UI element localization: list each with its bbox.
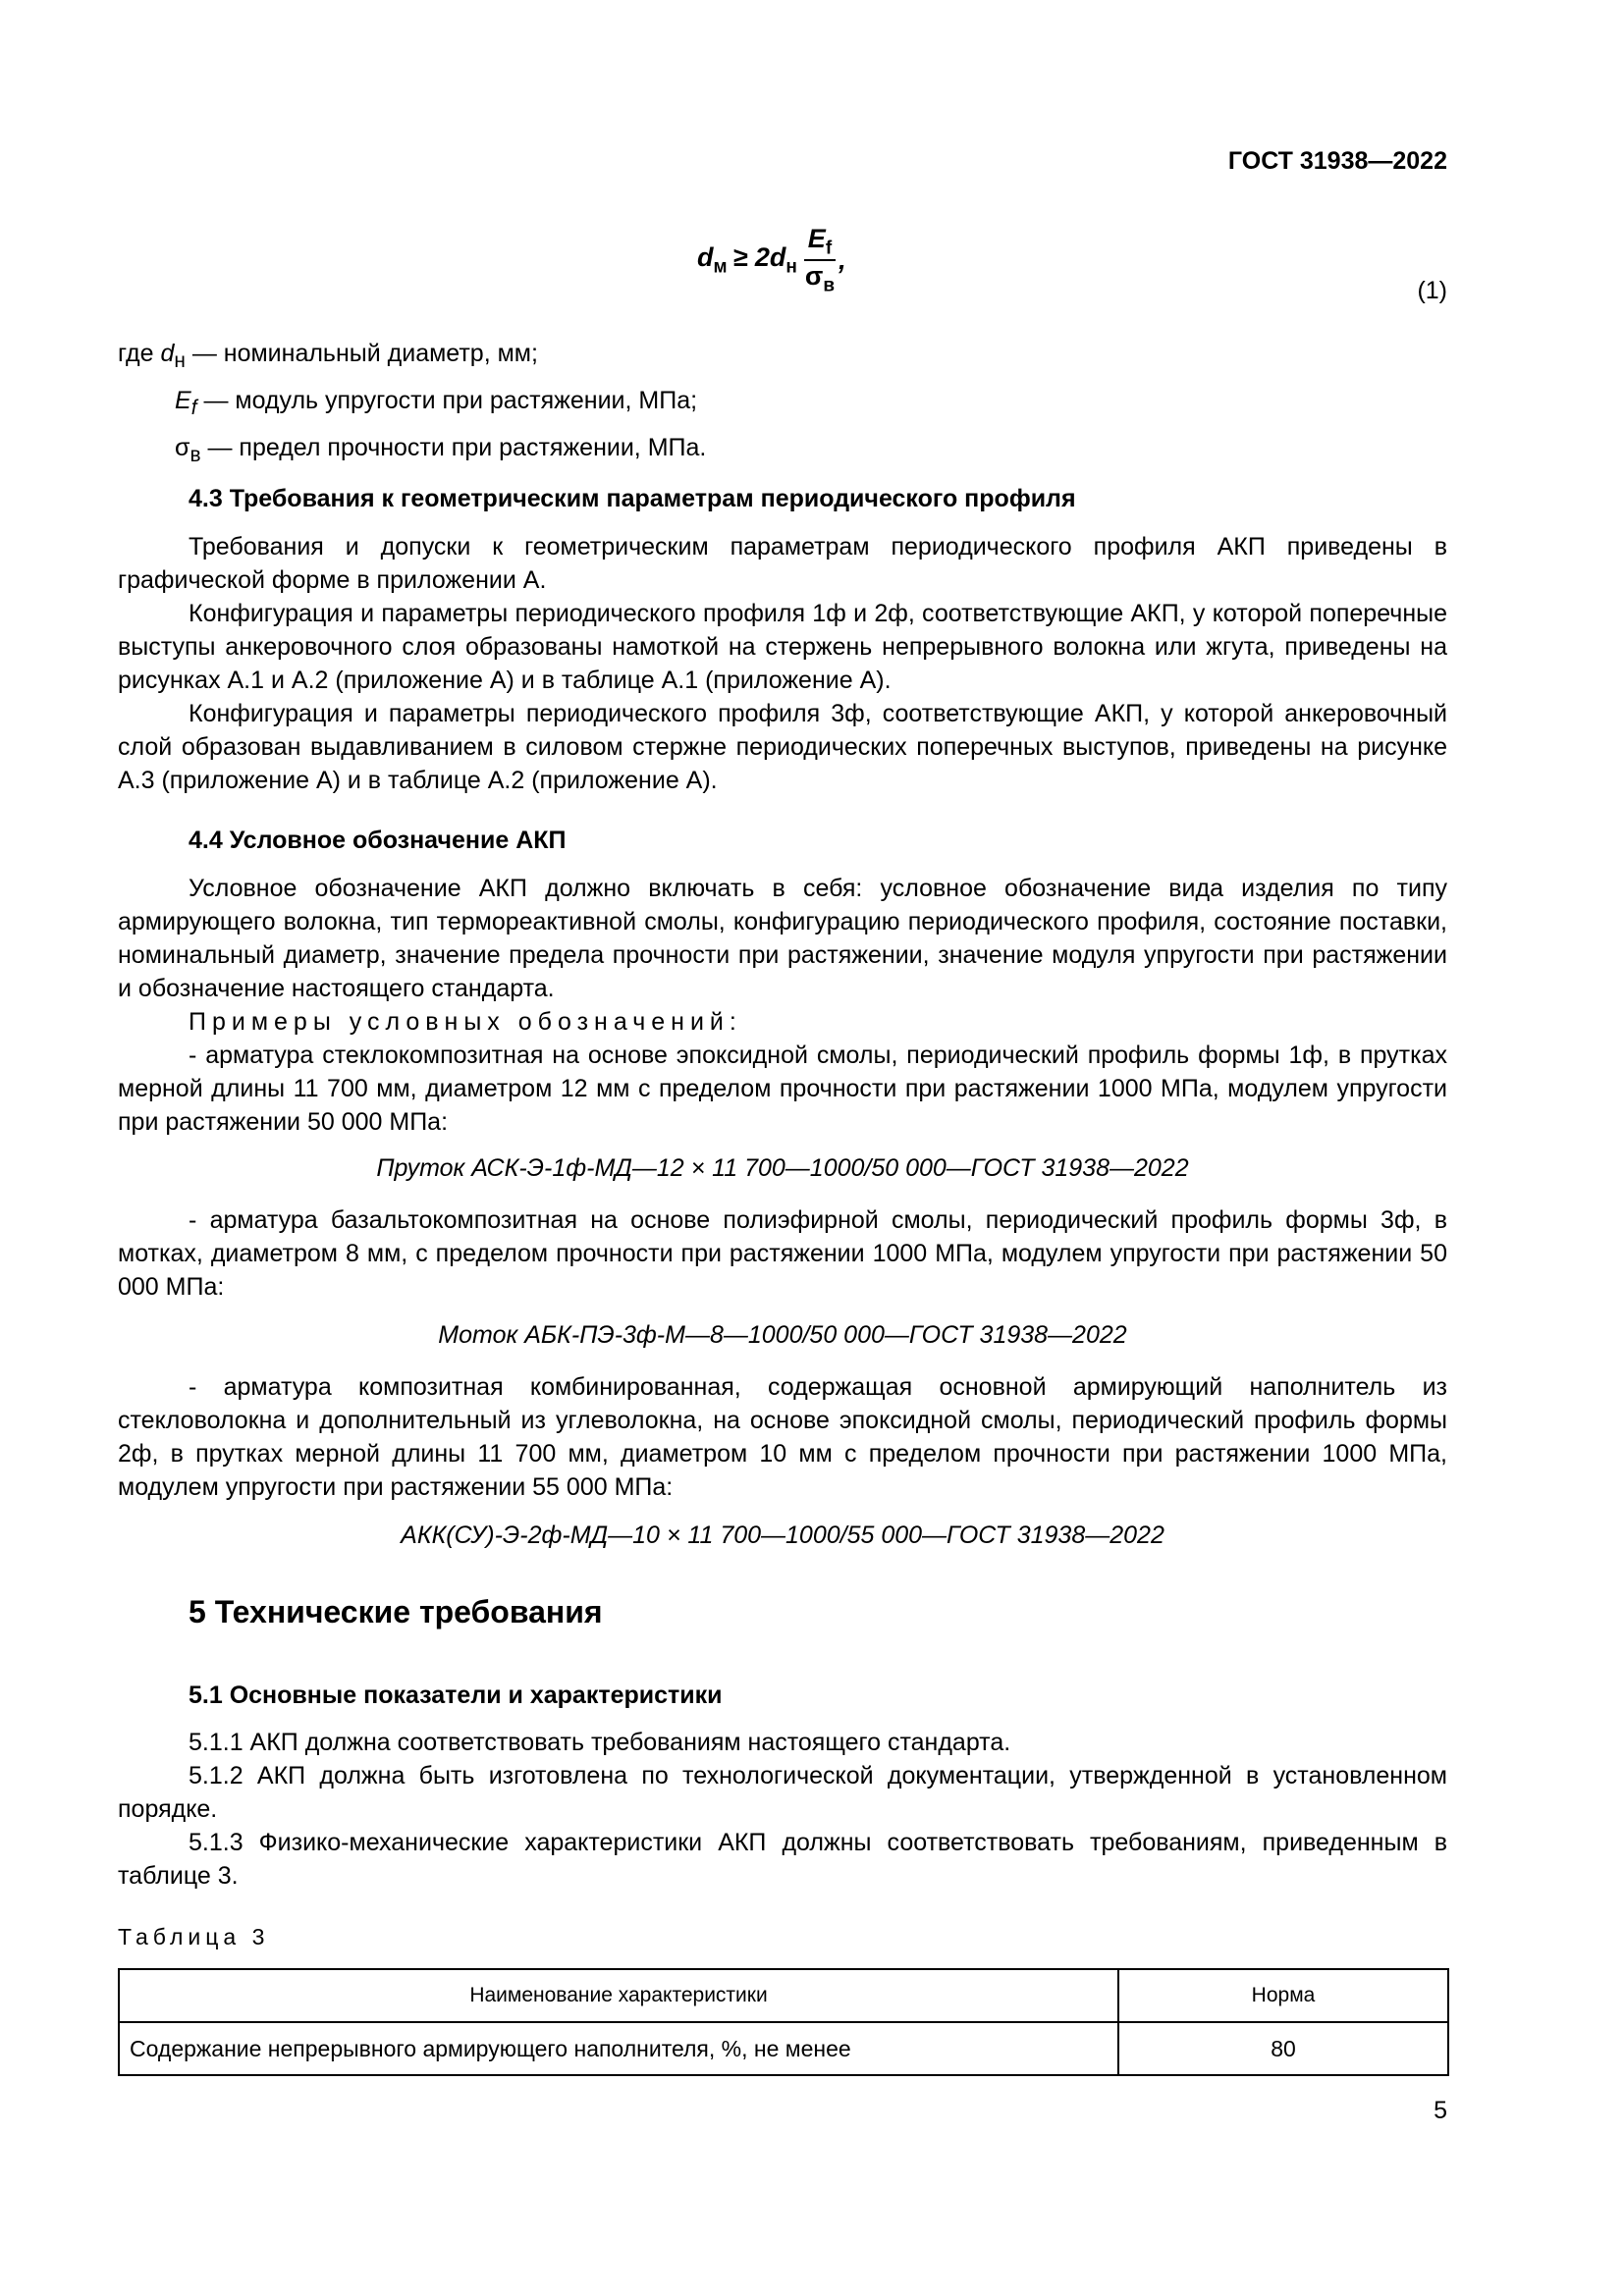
example-code-3: АКК(СУ)-Э-2ф-МД—10 × 11 700—1000/55 000—ГОСТ 31938—2022 <box>401 1522 1164 1549</box>
formula-legend <box>118 334 706 475</box>
legend-line-dn: где $d_н$ — номинальный диаметр, мм; <box>118 340 538 372</box>
formula-1: $d_м$ ≥ $2d_н$ $\frac{E_f}{\sigma_в}$ , <box>697 224 846 296</box>
page-number: 5 <box>1434 2097 1447 2124</box>
section-4-4-heading: 4.4 Условное обозначение АКП <box>189 827 567 854</box>
characteristics-table <box>118 1968 1449 2076</box>
example-code-2: Моток АБК-ПЭ-3ф-М—8—1000/50 000—ГОСТ 31938—2022 <box>438 1321 1127 1349</box>
section-4-3-body: Требования и допуски к геометрическим параметрам периодического профиля АКП приведены в графической форме в приложении А. Конфигурация и параметры периодического профиля 1ф и 2ф, соответствующие АКП, у которой поперечные выступы анкеровочного слоя образованы намоткой на стержень непрерывного волокна или жгута, приведены на рисунках А.1 и А.2 (приложение А) и в таблице А.1 (приложение А). Конфигурация и параметры периодического профиля 3ф, соответствующие АКП, у которой анкеровочный слой образован выдавливанием в силовом стержне периодических поперечных выступов, приведены на рисунке А.3 (приложение А) и в таблице А.2 (приложение А). <box>118 533 1447 794</box>
section-4-3-heading: 4.3 Требования к геометрическим параметрам периодического профиля <box>189 485 1076 512</box>
cell-norm: 80 <box>1118 2022 1448 2075</box>
example-3: - арматура композитная комбинированная, содержащая основной армирующий наполнитель из стекловолокна и дополнительный из углеволокна, на основе эпоксидной смолы, периодический профиль формы 2ф, в прутках мерной длины 11 700 мм, диаметром 10 мм с пределом прочности при растяжении 1000 МПа, модулем упругости при растяжении 55 000 МПа: <box>118 1373 1447 1501</box>
section-5-1-body: 5.1.1 АКП должна соответствовать требованиям настоящего стандарта. 5.1.2 АКП должна быть изготовлена по технологической документации, утвержденной в установленном порядке. 5.1.3 Физико-механические характеристики АКП должны соответствовать требованиям, приведенным в таблице 3. <box>118 1729 1447 1890</box>
section-5-heading: 5 Технические требования <box>189 1594 603 1629</box>
legend-line-ef: $E_f$ — модуль упругости при растяжении, МПа; <box>175 387 698 419</box>
cell-name: Содержание непрерывного армирующего наполнителя, %, не менее <box>119 2022 1118 2075</box>
section-5-1-heading: 5.1 Основные показатели и характеристики <box>189 1682 723 1709</box>
table-header-row <box>119 1969 1448 2022</box>
standard-header: ГОСТ 31938—2022 <box>1227 147 1447 175</box>
formula-op: ≥ $2d_н$ <box>732 242 797 278</box>
table-caption: Таблица 3 <box>118 1924 270 1949</box>
column-header-name: Наименование характеристики <box>119 1969 1118 2022</box>
formula-lhs: $d_м$ <box>697 242 728 278</box>
example-code-1: Пруток АСК-Э-1ф-МД—12 × 11 700—1000/50 000—ГОСТ 31938—2022 <box>376 1154 1189 1182</box>
column-header-norm: Норма <box>1118 1969 1448 2022</box>
formula-fraction: $\frac{E_f}{\sigma_в}$ <box>804 224 836 296</box>
table-row <box>119 2022 1448 2075</box>
section-4-4-body: Условное обозначение АКП должно включать в себя: условное обозначение вида изделия по типу армирующего волокна, тип термореактивной смолы, конфигурацию периодического профиля, состояние поставки, номинальный диаметр, значение предела прочности при растяжении, значение модуля упругости при растяжении и обозначение настоящего стандарта. Примеры условных обозначений: - арматура стеклокомпозитная на основе эпоксидной смолы, периодический профиль формы 1ф, в прутках мерной длины 11 700 мм, диаметром 12 мм с пределом прочности при растяжении 1000 МПа, модулем упругости при растяжении 50 000 МПа: <box>118 875 1447 1136</box>
example-2: - арматура базальтокомпозитная на основе полиэфирной смолы, периодический профиль формы 3ф, в мотках, диаметром 8 мм, с пределом прочности при растяжении 1000 МПа, модулем упругости при растяжении 50 000 МПа: <box>118 1206 1447 1301</box>
legend-line-sigma: $\sigma_в$ — предел прочности при растяжении, МПа. <box>175 434 707 466</box>
formula-number: (1) <box>1417 277 1447 304</box>
